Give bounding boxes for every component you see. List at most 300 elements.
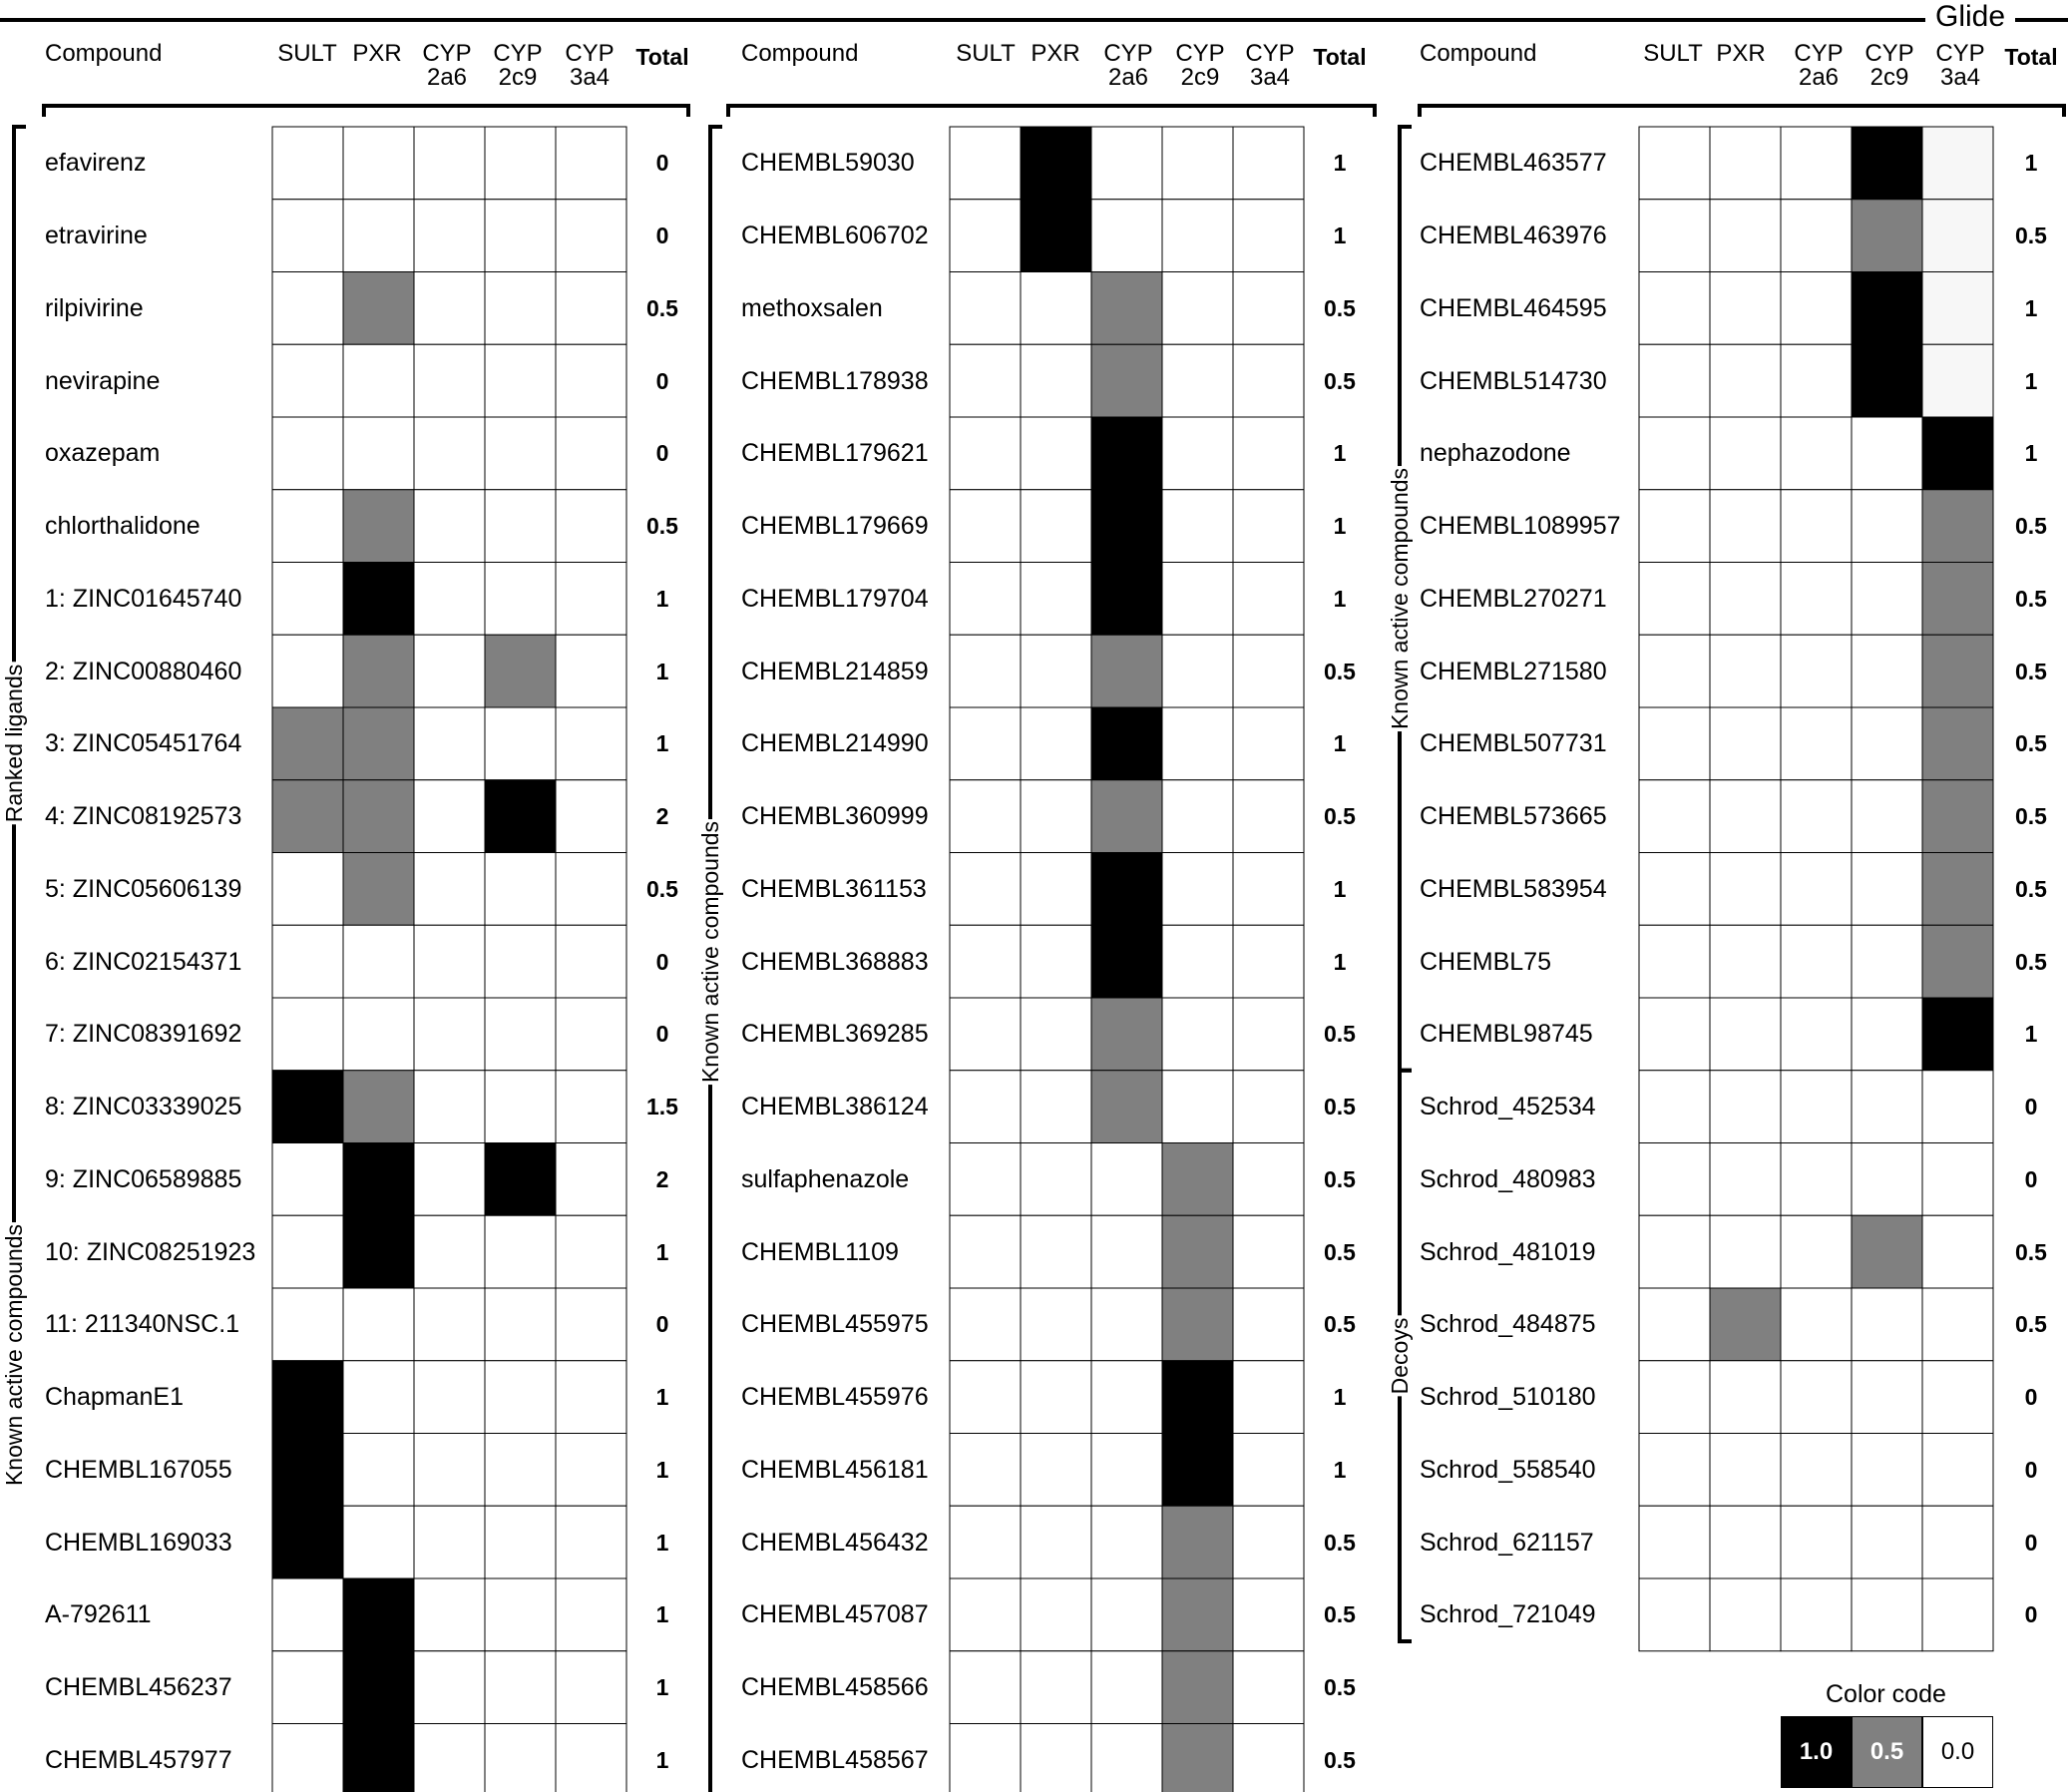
compound-label: nephazodone bbox=[1420, 439, 1571, 468]
heatmap-cell bbox=[950, 1434, 1021, 1507]
header-bracket bbox=[44, 106, 688, 117]
heatmap-cell bbox=[1852, 200, 1922, 272]
compound-label: Schrod_452534 bbox=[1420, 1093, 1596, 1121]
compound-label: CHEMBL386124 bbox=[741, 1093, 929, 1121]
heatmap-cell bbox=[1710, 1361, 1781, 1434]
heatmap-cell bbox=[1091, 1361, 1162, 1434]
total-value: 0.5 bbox=[1324, 658, 1356, 684]
heatmap-cell bbox=[1922, 1361, 1993, 1434]
heatmap-cell bbox=[272, 1361, 343, 1434]
compound-label: CHEMBL464595 bbox=[1420, 293, 1607, 322]
total-value: 0.5 bbox=[1324, 1238, 1356, 1265]
heatmap-cell bbox=[950, 417, 1021, 490]
heatmap-cell bbox=[1639, 200, 1710, 272]
total-value: 1 bbox=[655, 658, 669, 684]
heatmap-cell bbox=[414, 1071, 485, 1143]
heatmap-cell bbox=[343, 635, 414, 707]
heatmap-cell bbox=[1922, 127, 1993, 200]
heatmap-cell bbox=[1162, 417, 1233, 490]
heatmap-cell bbox=[1162, 1651, 1233, 1724]
heatmap-cell bbox=[343, 1724, 414, 1792]
heatmap-cell bbox=[1639, 127, 1710, 200]
total-value: 1 bbox=[655, 585, 669, 612]
heatmap-cell bbox=[1781, 1143, 1852, 1216]
heatmap-cell bbox=[1922, 344, 1993, 417]
heatmap-cell bbox=[1922, 1215, 1993, 1288]
heatmap-cell bbox=[414, 200, 485, 272]
heatmap-cell bbox=[1091, 490, 1162, 563]
heatmap-cell bbox=[1781, 1361, 1852, 1434]
heatmap-cell bbox=[556, 272, 626, 345]
column-header: CYP 3a4 bbox=[565, 40, 615, 91]
compound-label: CHEMBL457977 bbox=[45, 1745, 232, 1774]
total-header: Total bbox=[1313, 44, 1367, 70]
heatmap-cell bbox=[1781, 1578, 1852, 1651]
heatmap-cell bbox=[1922, 1071, 1993, 1143]
heatmap-cell bbox=[1233, 1071, 1304, 1143]
heatmap-cell bbox=[485, 1578, 556, 1651]
heatmap-cell bbox=[485, 998, 556, 1071]
heatmap-cell bbox=[1922, 780, 1993, 853]
heatmap-cell bbox=[1781, 563, 1852, 636]
heatmap-cell bbox=[1852, 1215, 1922, 1288]
heatmap-cell bbox=[272, 1651, 343, 1724]
heatmap-cell bbox=[1091, 1143, 1162, 1216]
total-value: 1 bbox=[1333, 875, 1347, 902]
heatmap-cell bbox=[414, 1578, 485, 1651]
heatmap-cell bbox=[1162, 1506, 1233, 1578]
heatmap-cell bbox=[272, 200, 343, 272]
heatmap-cell bbox=[1021, 1434, 1091, 1507]
heatmap-cell bbox=[950, 1215, 1021, 1288]
method-label: Glide bbox=[1925, 0, 2015, 36]
heatmap-cell bbox=[1233, 490, 1304, 563]
heatmap-cell bbox=[414, 344, 485, 417]
heatmap-cell bbox=[1710, 200, 1781, 272]
heatmap-cell bbox=[1922, 1578, 1993, 1651]
heatmap-cell bbox=[414, 925, 485, 998]
heatmap-cell bbox=[950, 1506, 1021, 1578]
heatmap-cell bbox=[1639, 635, 1710, 707]
heatmap-cell bbox=[1091, 127, 1162, 200]
compound-label: Schrod_510180 bbox=[1420, 1383, 1596, 1412]
compound-label: 9: ZINC06589885 bbox=[45, 1164, 242, 1193]
heatmap-cell bbox=[485, 490, 556, 563]
heatmap-cell bbox=[1781, 1215, 1852, 1288]
heatmap-cell bbox=[1639, 707, 1710, 780]
heatmap-cell bbox=[414, 780, 485, 853]
heatmap-cell bbox=[343, 200, 414, 272]
heatmap-cell bbox=[1021, 272, 1091, 345]
heatmap-cell bbox=[485, 1434, 556, 1507]
total-value: 0.5 bbox=[2015, 513, 2047, 540]
heatmap-cell bbox=[343, 1506, 414, 1578]
heatmap-cell bbox=[950, 344, 1021, 417]
compound-label: CHEMBL1109 bbox=[741, 1237, 899, 1266]
compound-label: efavirenz bbox=[45, 149, 147, 178]
heatmap-cell bbox=[485, 853, 556, 926]
compound-label: CHEMBL1089957 bbox=[1420, 512, 1621, 541]
heatmap-cell bbox=[950, 1288, 1021, 1361]
heatmap-cell bbox=[272, 1724, 343, 1792]
heatmap-cell bbox=[1781, 127, 1852, 200]
heatmap-cell bbox=[1639, 563, 1710, 636]
total-value: 0.5 bbox=[646, 294, 678, 321]
compound-label: Schrod_558540 bbox=[1420, 1455, 1596, 1484]
heatmap-cell bbox=[1021, 1651, 1091, 1724]
heatmap-cells bbox=[272, 127, 1993, 1792]
heatmap-cell bbox=[1781, 998, 1852, 1071]
heatmap-cell bbox=[272, 635, 343, 707]
heatmap-cell bbox=[1233, 780, 1304, 853]
heatmap-cell bbox=[1021, 1361, 1091, 1434]
total-value: 1 bbox=[655, 1384, 669, 1411]
total-value: 0.5 bbox=[2015, 948, 2047, 975]
heatmap-cell bbox=[1922, 1288, 1993, 1361]
compound-label: Schrod_481019 bbox=[1420, 1237, 1596, 1266]
heatmap-cell bbox=[1710, 1578, 1781, 1651]
heatmap-cell bbox=[1710, 1143, 1781, 1216]
heatmap-cell bbox=[343, 1578, 414, 1651]
heatmap-cell bbox=[1091, 1071, 1162, 1143]
heatmap-cell bbox=[1639, 1143, 1710, 1216]
heatmap-cell bbox=[1233, 272, 1304, 345]
heatmap-cell bbox=[1639, 490, 1710, 563]
compound-label: nevirapine bbox=[45, 366, 161, 395]
heatmap-cell bbox=[1162, 1215, 1233, 1288]
total-value: 0.5 bbox=[646, 875, 678, 902]
heatmap-cell bbox=[1162, 780, 1233, 853]
heatmap-cell bbox=[1091, 1578, 1162, 1651]
heatmap-cell bbox=[343, 1288, 414, 1361]
group-label: Ranked ligands bbox=[0, 663, 30, 825]
heatmap-cell bbox=[1021, 1071, 1091, 1143]
heatmap-cell bbox=[485, 707, 556, 780]
heatmap-cell bbox=[950, 925, 1021, 998]
heatmap-cell bbox=[1021, 635, 1091, 707]
heatmap-cell bbox=[343, 563, 414, 636]
heatmap-cell bbox=[1162, 1288, 1233, 1361]
heatmap-cell bbox=[414, 417, 485, 490]
total-value: 0.5 bbox=[2015, 1238, 2047, 1265]
heatmap-cell bbox=[343, 344, 414, 417]
heatmap-cell bbox=[1922, 417, 1993, 490]
heatmap-cell bbox=[1162, 344, 1233, 417]
total-value: 1 bbox=[1333, 223, 1347, 249]
heatmap-cell bbox=[1021, 1578, 1091, 1651]
total-header: Total bbox=[2004, 44, 2058, 70]
heatmap-cell bbox=[1710, 344, 1781, 417]
heatmap-cell bbox=[1639, 1361, 1710, 1434]
compound-label: 2: ZINC00880460 bbox=[45, 657, 242, 685]
compound-label: CHEMBL458566 bbox=[741, 1673, 929, 1702]
compound-header: Compound bbox=[45, 40, 163, 67]
group-label: Known active compounds bbox=[0, 1222, 30, 1488]
compound-label: A-792611 bbox=[45, 1600, 152, 1629]
heatmap-cell bbox=[1922, 925, 1993, 998]
heatmap-cell bbox=[1021, 127, 1091, 200]
compound-label: CHEMBL455975 bbox=[741, 1310, 929, 1339]
total-value: 0 bbox=[2024, 1384, 2038, 1411]
heatmap-cell bbox=[1162, 1724, 1233, 1792]
heatmap-cell bbox=[343, 998, 414, 1071]
heatmap-cell bbox=[414, 635, 485, 707]
total-value: 1 bbox=[1333, 585, 1347, 612]
heatmap-cell bbox=[1162, 1578, 1233, 1651]
heatmap-cell bbox=[1091, 200, 1162, 272]
heatmap-cell bbox=[1091, 707, 1162, 780]
heatmap-cell bbox=[485, 780, 556, 853]
heatmap-cell bbox=[1091, 1434, 1162, 1507]
heatmap-cell bbox=[1639, 853, 1710, 926]
compound-label: CHEMBL360999 bbox=[741, 802, 929, 831]
heatmap-cell bbox=[1091, 563, 1162, 636]
heatmap-cell bbox=[1852, 1361, 1922, 1434]
total-value: 1 bbox=[1333, 730, 1347, 757]
total-value: 0 bbox=[655, 948, 669, 975]
heatmap-cell bbox=[1091, 925, 1162, 998]
compound-label: chlorthalidone bbox=[45, 512, 201, 541]
total-value: 0 bbox=[2024, 1456, 2038, 1483]
total-value: 0.5 bbox=[1324, 1601, 1356, 1628]
total-value: 0.5 bbox=[1324, 1674, 1356, 1701]
heatmap-cell bbox=[272, 853, 343, 926]
heatmap-cell bbox=[414, 707, 485, 780]
total-value: 0.5 bbox=[2015, 803, 2047, 830]
heatmap-cell bbox=[414, 1361, 485, 1434]
total-value: 1 bbox=[1333, 948, 1347, 975]
heatmap-cell bbox=[1781, 780, 1852, 853]
heatmap-cell bbox=[1781, 707, 1852, 780]
total-value: 1 bbox=[655, 1601, 669, 1628]
heatmap-cell bbox=[1233, 707, 1304, 780]
heatmap-cell bbox=[1233, 1651, 1304, 1724]
heatmap-cell bbox=[1091, 1215, 1162, 1288]
heatmap-cell bbox=[1852, 127, 1922, 200]
compound-label: methoxsalen bbox=[741, 293, 883, 322]
heatmap-cell bbox=[1162, 490, 1233, 563]
compound-label: CHEMBL583954 bbox=[1420, 874, 1607, 903]
heatmap-cell bbox=[1091, 1288, 1162, 1361]
heatmap-cell bbox=[1781, 1288, 1852, 1361]
compound-label: CHEMBL514730 bbox=[1420, 366, 1607, 395]
heatmap-cell bbox=[1021, 563, 1091, 636]
heatmap-cell bbox=[343, 1434, 414, 1507]
total-value: 0.5 bbox=[1324, 1529, 1356, 1556]
heatmap-cell bbox=[343, 853, 414, 926]
heatmap-cell bbox=[1233, 1506, 1304, 1578]
heatmap-cell bbox=[1852, 417, 1922, 490]
heatmap-cell bbox=[414, 127, 485, 200]
heatmap-cell bbox=[1639, 1071, 1710, 1143]
heatmap-cell bbox=[1852, 1288, 1922, 1361]
total-value: 0.5 bbox=[1324, 1746, 1356, 1773]
heatmap-cell bbox=[1162, 563, 1233, 636]
heatmap-cell bbox=[1781, 1434, 1852, 1507]
heatmap-cell bbox=[1233, 1578, 1304, 1651]
heatmap-cell bbox=[414, 1724, 485, 1792]
heatmap-cell bbox=[556, 707, 626, 780]
heatmap-cell bbox=[1233, 1288, 1304, 1361]
heatmap-cell bbox=[1781, 925, 1852, 998]
heatmap-cell bbox=[1852, 1071, 1922, 1143]
compound-label: CHEMBL271580 bbox=[1420, 657, 1607, 685]
column-header: SULT bbox=[277, 40, 337, 67]
column-header: CYP 2a6 bbox=[422, 40, 472, 91]
heatmap-cell bbox=[343, 1143, 414, 1216]
total-value: 0 bbox=[2024, 1165, 2038, 1192]
heatmap-cell bbox=[556, 1215, 626, 1288]
heatmap-cell bbox=[1781, 344, 1852, 417]
heatmap-cell bbox=[1852, 635, 1922, 707]
heatmap-cell bbox=[1922, 853, 1993, 926]
compound-label: CHEMBL270271 bbox=[1420, 584, 1607, 613]
heatmap-cell bbox=[1162, 925, 1233, 998]
heatmap-cell bbox=[343, 925, 414, 998]
heatmap-cell bbox=[1021, 200, 1091, 272]
compound-label: 5: ZINC05606139 bbox=[45, 874, 242, 903]
total-value: 0 bbox=[2024, 1601, 2038, 1628]
compound-label: CHEMBL59030 bbox=[741, 149, 915, 178]
heatmap-cell bbox=[1233, 925, 1304, 998]
total-value: 0.5 bbox=[646, 513, 678, 540]
heatmap-cell bbox=[556, 1143, 626, 1216]
total-value: 0.5 bbox=[2015, 585, 2047, 612]
compound-label: 11: 211340NSC.1 bbox=[45, 1310, 240, 1339]
heatmap-cell bbox=[1852, 853, 1922, 926]
heatmap-cell bbox=[1852, 272, 1922, 345]
column-header: PXR bbox=[1716, 40, 1766, 67]
heatmap-cell bbox=[343, 1215, 414, 1288]
legend-swatch-0: 0.0 bbox=[1922, 1716, 1993, 1788]
compound-label: CHEMBL463976 bbox=[1420, 222, 1607, 250]
heatmap-cell bbox=[272, 417, 343, 490]
heatmap-cell bbox=[1091, 1651, 1162, 1724]
heatmap-cell bbox=[485, 417, 556, 490]
heatmap-cell bbox=[1091, 272, 1162, 345]
heatmap-cell bbox=[272, 272, 343, 345]
total-value: 1 bbox=[2024, 294, 2038, 321]
heatmap-cell bbox=[950, 1071, 1021, 1143]
total-value: 0 bbox=[655, 367, 669, 394]
heatmap-cell bbox=[1922, 490, 1993, 563]
heatmap-cell bbox=[343, 272, 414, 345]
heatmap-cell bbox=[1233, 127, 1304, 200]
heatmap-cell bbox=[1852, 344, 1922, 417]
compound-label: CHEMBL179669 bbox=[741, 512, 929, 541]
heatmap-cell bbox=[272, 1071, 343, 1143]
total-value: 0.5 bbox=[1324, 294, 1356, 321]
heatmap-cell bbox=[272, 1143, 343, 1216]
total-value: 1 bbox=[655, 730, 669, 757]
heatmap-cell bbox=[1021, 1724, 1091, 1792]
total-value: 0.5 bbox=[2015, 730, 2047, 757]
column-header: CYP 2a6 bbox=[1794, 40, 1844, 91]
heatmap-cell bbox=[556, 998, 626, 1071]
compound-label: CHEMBL169033 bbox=[45, 1528, 232, 1557]
total-value: 1 bbox=[2024, 150, 2038, 177]
compound-label: CHEMBL456181 bbox=[741, 1455, 929, 1484]
heatmap-cell bbox=[950, 272, 1021, 345]
heatmap-cell bbox=[1922, 1506, 1993, 1578]
heatmap-cell bbox=[485, 127, 556, 200]
heatmap-cell bbox=[1021, 1143, 1091, 1216]
heatmap-cell bbox=[485, 200, 556, 272]
heatmap-cell bbox=[1781, 272, 1852, 345]
color-code-title: Color code bbox=[1826, 1680, 1946, 1708]
heatmap-cell bbox=[343, 707, 414, 780]
heatmap-cell bbox=[556, 417, 626, 490]
total-value: 1 bbox=[655, 1238, 669, 1265]
heatmap-cell bbox=[414, 1215, 485, 1288]
compound-label: 4: ZINC08192573 bbox=[45, 802, 242, 831]
heatmap-cell bbox=[1852, 563, 1922, 636]
compound-label: 6: ZINC02154371 bbox=[45, 947, 242, 976]
heatmap-cell bbox=[1233, 635, 1304, 707]
heatmap-cell bbox=[1922, 635, 1993, 707]
total-value: 0 bbox=[2024, 1529, 2038, 1556]
heatmap-cell bbox=[343, 127, 414, 200]
heatmap-cell bbox=[1021, 344, 1091, 417]
compound-label: CHEMBL458567 bbox=[741, 1745, 929, 1774]
heatmap-cell bbox=[485, 563, 556, 636]
heatmap-cell bbox=[1091, 1724, 1162, 1792]
heatmap-cell bbox=[1021, 1288, 1091, 1361]
compound-label: CHEMBL178938 bbox=[741, 366, 929, 395]
total-value: 0.5 bbox=[2015, 223, 2047, 249]
heatmap-cell bbox=[272, 780, 343, 853]
heatmap-cell bbox=[556, 635, 626, 707]
compound-label: CHEMBL179621 bbox=[741, 439, 929, 468]
heatmap-cell bbox=[1710, 1506, 1781, 1578]
total-value: 0.5 bbox=[1324, 803, 1356, 830]
heatmap-cell bbox=[1781, 853, 1852, 926]
heatmap-cell bbox=[1162, 200, 1233, 272]
heatmap-cell bbox=[1233, 998, 1304, 1071]
heatmap-cell bbox=[414, 1506, 485, 1578]
compound-label: 1: ZINC01645740 bbox=[45, 584, 242, 613]
heatmap-cell bbox=[1710, 998, 1781, 1071]
heatmap-cell bbox=[1639, 925, 1710, 998]
heatmap-cell bbox=[1162, 1361, 1233, 1434]
compound-label: 8: ZINC03339025 bbox=[45, 1093, 242, 1121]
heatmap-cell bbox=[485, 272, 556, 345]
heatmap-cell bbox=[950, 1143, 1021, 1216]
heatmap-cell bbox=[950, 127, 1021, 200]
heatmap-cell bbox=[556, 1434, 626, 1507]
heatmap-cell bbox=[1021, 925, 1091, 998]
heatmap-cell bbox=[1710, 1215, 1781, 1288]
heatmap-cell bbox=[1091, 1506, 1162, 1578]
total-header: Total bbox=[635, 44, 689, 70]
heatmap-cell bbox=[556, 563, 626, 636]
heatmap-cell bbox=[1233, 853, 1304, 926]
compound-label: 7: ZINC08391692 bbox=[45, 1020, 242, 1049]
heatmap-cell bbox=[556, 344, 626, 417]
heatmap-cell bbox=[414, 563, 485, 636]
heatmap-cell bbox=[414, 272, 485, 345]
heatmap-cell bbox=[1710, 780, 1781, 853]
heatmap-cell bbox=[556, 1651, 626, 1724]
compound-label: CHEMBL369285 bbox=[741, 1020, 929, 1049]
heatmap-cell bbox=[414, 490, 485, 563]
heatmap-cell bbox=[1639, 344, 1710, 417]
heatmap-cell bbox=[556, 1578, 626, 1651]
heatmap-cell bbox=[950, 1724, 1021, 1792]
heatmap-cell bbox=[343, 1651, 414, 1724]
heatmap-cell bbox=[556, 1361, 626, 1434]
heatmap-cell bbox=[272, 925, 343, 998]
